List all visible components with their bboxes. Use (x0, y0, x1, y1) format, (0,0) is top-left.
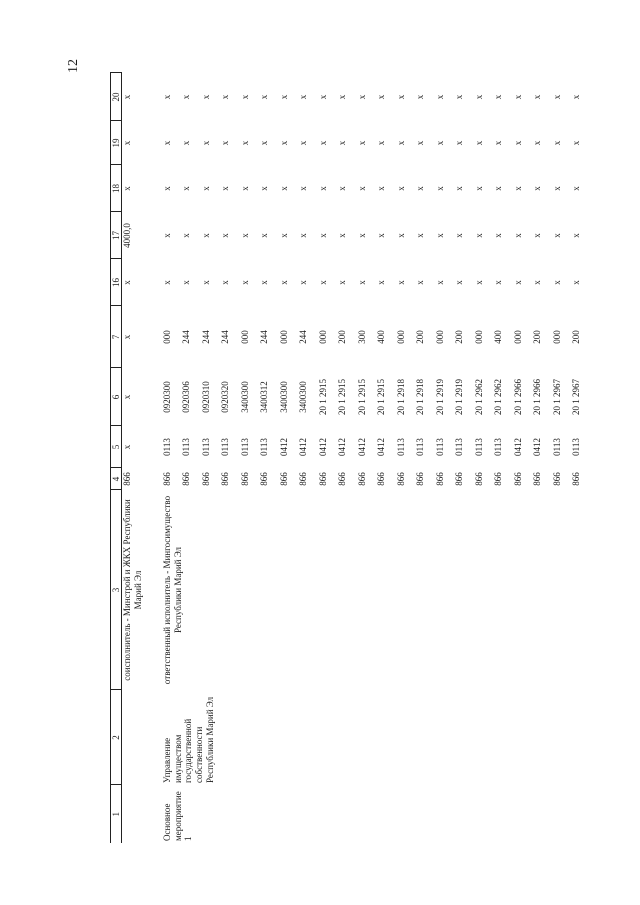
cell-c18: x (200, 186, 211, 191)
cell-c19: x (181, 140, 192, 146)
cell-c17: x (454, 233, 465, 238)
cell-c7: 244 (259, 330, 270, 344)
cell-c16: x (551, 280, 562, 285)
cell-c7: 000 (395, 330, 406, 344)
cell-c18: x (532, 186, 543, 191)
cell-c7: 200 (571, 330, 582, 344)
cell-c19: x (200, 140, 211, 146)
cell-c4: 866 (415, 472, 426, 486)
header-cell: 16 (111, 259, 122, 306)
cell-c7: 000 (434, 330, 445, 344)
cell-c6: 3400300 (239, 381, 250, 413)
table-row (493, 73, 513, 843)
program-table (110, 73, 591, 844)
cell-c19: x (356, 140, 367, 146)
cell-c20: x (356, 94, 367, 100)
activity-name-cell (162, 690, 240, 785)
cell-c4: 866 (571, 472, 582, 486)
table-row (259, 73, 279, 843)
table-row-coexecutor (122, 73, 162, 843)
cell-c6: 3400312 (259, 381, 270, 413)
cell-c17: x (473, 233, 484, 238)
activity-name: Управление имуществом государственной собственности Республики Марий Эл (161, 696, 216, 783)
cell-c17: x (200, 233, 211, 238)
cell-c5: 0113 (434, 438, 445, 456)
cell-c16: x (493, 280, 504, 285)
cell-c17: x (356, 233, 367, 238)
cell-c20: x (122, 94, 133, 100)
cell-c5: 0412 (376, 438, 387, 456)
cell-c19: x (298, 140, 309, 146)
cell-c17: 4000,0 (122, 223, 133, 248)
cell-c5: 0412 (278, 438, 289, 456)
table-row (240, 73, 260, 843)
cell-c16: x (337, 280, 348, 285)
cell-c19: x (473, 140, 484, 146)
cell-c4: 866 (200, 472, 211, 486)
cell-c16: x (473, 280, 484, 285)
cell-c18: x (454, 186, 465, 191)
responsible-text: ответственный исполнитель - Мингосимущество Республики Марий Эл (161, 495, 183, 685)
cell-c5: 0113 (200, 438, 211, 456)
page-number: 12 (66, 59, 81, 73)
cell-c4: 866 (317, 472, 328, 486)
header-cell: 17 (111, 212, 122, 259)
cell-c4: 866 (395, 472, 406, 486)
cell-c6: 0920320 (220, 381, 231, 413)
cell-c20: x (532, 94, 543, 100)
table-row (532, 73, 552, 843)
cell-c20: x (551, 94, 562, 100)
cell-c6: 20 1 2915 (356, 379, 367, 415)
cell-c7: 000 (551, 330, 562, 344)
activity-label-cell (162, 785, 240, 843)
cell-c7: 400 (493, 330, 504, 344)
coexecutor-cell (122, 490, 162, 690)
cell-c16: x (454, 280, 465, 285)
cell-c18: x (571, 186, 582, 191)
header-cell: 19 (111, 121, 122, 165)
cell-c16: x (278, 280, 289, 285)
cell-c18: x (317, 186, 328, 191)
cell-c18: x (122, 186, 133, 191)
cell-c5: 0113 (239, 438, 250, 456)
header-cell: 4 (111, 468, 122, 490)
cell-c20: x (473, 94, 484, 100)
cell-c7: 200 (532, 330, 543, 344)
cell-c20: x (395, 94, 406, 100)
table-row (337, 73, 357, 843)
cell-c7: 000 (512, 330, 523, 344)
cell-c20: x (337, 94, 348, 100)
cell-c19: x (337, 140, 348, 146)
cell-c16: x (181, 280, 192, 285)
cell-c6: 0920310 (200, 381, 211, 413)
cell-c16: x (532, 280, 543, 285)
cell-c16: x (395, 280, 406, 285)
cell-c4: 866 (239, 472, 250, 486)
cell-c20: x (493, 94, 504, 100)
table-row (474, 73, 494, 843)
cell-c18: x (259, 186, 270, 191)
cell-c18: x (376, 186, 387, 191)
cell-c16: x (356, 280, 367, 285)
coexecutor-text: соисполнитель - Минстрой и ЖКХ Республики Марий Эл (122, 499, 144, 681)
cell-c7: x (122, 334, 133, 340)
cell-c5: 0113 (454, 438, 465, 456)
cell-c17: x (181, 233, 192, 238)
cell-c20: x (434, 94, 445, 100)
table-row (357, 73, 377, 843)
table-row (454, 73, 474, 843)
cell-c20: x (181, 94, 192, 100)
header-cell: 18 (111, 165, 122, 212)
cell-c19: x (415, 140, 426, 146)
cell-c19: x (532, 140, 543, 146)
table-row (571, 73, 591, 843)
cell-c17: x (493, 233, 504, 238)
cell-c18: x (415, 186, 426, 191)
table-row (435, 73, 455, 843)
cell-c5: 0113 (493, 438, 504, 456)
cell-c4: 866 (337, 472, 348, 486)
header-cell: 20 (111, 73, 122, 121)
cell-c4: 866 (122, 472, 133, 486)
cell-c20: x (161, 94, 172, 100)
table-row (396, 73, 416, 843)
cell-c7: 000 (278, 330, 289, 344)
cell-c17: x (571, 233, 582, 238)
cell-c17: x (278, 233, 289, 238)
cell-c6: 20 1 2919 (454, 379, 465, 415)
cell-c5: 0113 (395, 438, 406, 456)
cell-c5: 0412 (356, 438, 367, 456)
cell-c16: x (317, 280, 328, 285)
cell-c17: x (415, 233, 426, 238)
cell-c17: x (259, 233, 270, 238)
cell-c6: 20 1 2915 (337, 379, 348, 415)
cell-c5: 0412 (317, 438, 328, 456)
cell-c16: x (259, 280, 270, 285)
cell-c7: 000 (239, 330, 250, 344)
cell-c19: x (259, 140, 270, 146)
cell-c5: 0113 (571, 438, 582, 456)
cell-c4: 866 (161, 472, 172, 486)
cell-c6: 20 1 2967 (571, 379, 582, 415)
cell-c20: x (512, 94, 523, 100)
cell-c7: 000 (473, 330, 484, 344)
cell-c19: x (493, 140, 504, 146)
table-row (513, 73, 533, 843)
cell-c19: x (278, 140, 289, 146)
cell-c7: 000 (161, 330, 172, 344)
cell-c16: x (571, 280, 582, 285)
cell-c18: x (298, 186, 309, 191)
cell-c18: x (278, 186, 289, 191)
cell-c5: 0412 (512, 438, 523, 456)
activity-label: Основное мероприятие 1 (161, 791, 194, 841)
cell-c19: x (571, 140, 582, 146)
cell-c6: 3400300 (298, 381, 309, 413)
cell-c17: x (239, 233, 250, 238)
cell-c18: x (161, 186, 172, 191)
responsible-cell (162, 490, 240, 690)
header-cell: 5 (111, 426, 122, 468)
header-cell: 1 (111, 785, 122, 843)
cell-c20: x (415, 94, 426, 100)
header-cell: 6 (111, 368, 122, 426)
cell-c19: x (512, 140, 523, 146)
cell-c17: x (298, 233, 309, 238)
cell-c20: x (571, 94, 582, 100)
cell-c19: x (161, 140, 172, 146)
cell-c18: x (181, 186, 192, 191)
cell-c17: x (161, 233, 172, 238)
cell-c19: x (220, 140, 231, 146)
cell-c17: x (395, 233, 406, 238)
cell-c20: x (376, 94, 387, 100)
cell-c17: x (337, 233, 348, 238)
cell-c19: x (239, 140, 250, 146)
header-cell: 2 (111, 690, 122, 785)
cell-c5: 0113 (259, 438, 270, 456)
cell-c18: x (395, 186, 406, 191)
cell-c17: x (434, 233, 445, 238)
cell-c6: 0920306 (181, 381, 192, 413)
cell-c4: 866 (220, 472, 231, 486)
cell-c17: x (376, 233, 387, 238)
cell-c5: 0113 (161, 438, 172, 456)
cell-c5: 0412 (337, 438, 348, 456)
cell-c4: 866 (376, 472, 387, 486)
cell-c6: 20 1 2962 (473, 379, 484, 415)
cell-c5: 0113 (551, 438, 562, 456)
cell-c6: 20 1 2966 (512, 379, 523, 415)
cell-c19: x (454, 140, 465, 146)
cell-c16: x (239, 280, 250, 285)
cell-c18: x (493, 186, 504, 191)
table-row (162, 73, 182, 843)
table-row (376, 73, 396, 843)
cell-c18: x (337, 186, 348, 191)
cell-c4: 866 (473, 472, 484, 486)
cell-c20: x (454, 94, 465, 100)
cell-c6: 3400300 (278, 381, 289, 413)
cell-c6: 20 1 2918 (395, 379, 406, 415)
cell-c16: x (376, 280, 387, 285)
cell-c20: x (200, 94, 211, 100)
cell-c18: x (356, 186, 367, 191)
cell-c7: 200 (337, 330, 348, 344)
cell-c4: 866 (493, 472, 504, 486)
cell-c5: 0412 (532, 438, 543, 456)
cell-c7: 200 (454, 330, 465, 344)
cell-c4: 866 (278, 472, 289, 486)
cell-c4: 866 (298, 472, 309, 486)
cell-c5: 0113 (473, 438, 484, 456)
cell-c5: 0113 (181, 438, 192, 456)
cell-c7: 200 (415, 330, 426, 344)
cell-c6: 20 1 2918 (415, 379, 426, 415)
cell-c7: 244 (181, 330, 192, 344)
cell-c19: x (122, 140, 133, 146)
cell-c19: x (434, 140, 445, 146)
cell-c7: 244 (200, 330, 211, 344)
cell-c5: 0113 (415, 438, 426, 456)
cell-c18: x (512, 186, 523, 191)
cell-c20: x (259, 94, 270, 100)
cell-c18: x (434, 186, 445, 191)
cell-c17: x (532, 233, 543, 238)
cell-c5: 0412 (298, 438, 309, 456)
cell-c7: 244 (220, 330, 231, 344)
cell-c7: 000 (317, 330, 328, 344)
table-row (552, 73, 572, 843)
cell-c6: 20 1 2915 (376, 379, 387, 415)
cell-c20: x (239, 94, 250, 100)
cell-c6: 0920300 (161, 381, 172, 413)
cell-c6: 20 1 2919 (434, 379, 445, 415)
cell-c16: x (161, 280, 172, 285)
cell-c4: 866 (181, 472, 192, 486)
cell-c17: x (512, 233, 523, 238)
cell-c19: x (395, 140, 406, 146)
cell-c20: x (278, 94, 289, 100)
cell-c20: x (298, 94, 309, 100)
cell-c6: 20 1 2962 (493, 379, 504, 415)
cell-c16: x (434, 280, 445, 285)
cell-c16: x (415, 280, 426, 285)
cell-c18: x (551, 186, 562, 191)
cell-c16: x (298, 280, 309, 285)
cell-c18: x (239, 186, 250, 191)
cell-c20: x (317, 94, 328, 100)
cell-c16: x (220, 280, 231, 285)
cell-c20: x (220, 94, 231, 100)
cell-c6: 20 1 2967 (551, 379, 562, 415)
table-row (415, 73, 435, 843)
cell-c4: 866 (434, 472, 445, 486)
cell-c7: 400 (376, 330, 387, 344)
cell-c19: x (317, 140, 328, 146)
header-row (111, 73, 122, 843)
cell-c17: x (220, 233, 231, 238)
cell-c6: 20 1 2915 (317, 379, 328, 415)
cell-c19: x (376, 140, 387, 146)
cell-c16: x (200, 280, 211, 285)
header-cell: 7 (111, 306, 122, 368)
cell-c4: 866 (551, 472, 562, 486)
cell-c16: x (122, 280, 133, 285)
cell-c18: x (220, 186, 231, 191)
cell-c16: x (512, 280, 523, 285)
rotated-table-container (110, 73, 582, 843)
cell-c18: x (473, 186, 484, 191)
cell-c17: x (551, 233, 562, 238)
cell-c4: 866 (356, 472, 367, 486)
cell-c7: 244 (298, 330, 309, 344)
cell-c6: x (122, 394, 133, 400)
header-cell: 3 (111, 490, 122, 690)
cell-c7: 300 (356, 330, 367, 344)
table-row (279, 73, 299, 843)
cell-c4: 866 (512, 472, 523, 486)
cell-c4: 866 (259, 472, 270, 486)
cell-c19: x (551, 140, 562, 146)
cell-c4: 866 (532, 472, 543, 486)
cell-c5: x (122, 444, 133, 450)
table-row (298, 73, 318, 843)
cell-c17: x (317, 233, 328, 238)
cell-c5: 0113 (220, 438, 231, 456)
table-row (318, 73, 338, 843)
cell-c6: 20 1 2966 (532, 379, 543, 415)
cell-c4: 866 (454, 472, 465, 486)
